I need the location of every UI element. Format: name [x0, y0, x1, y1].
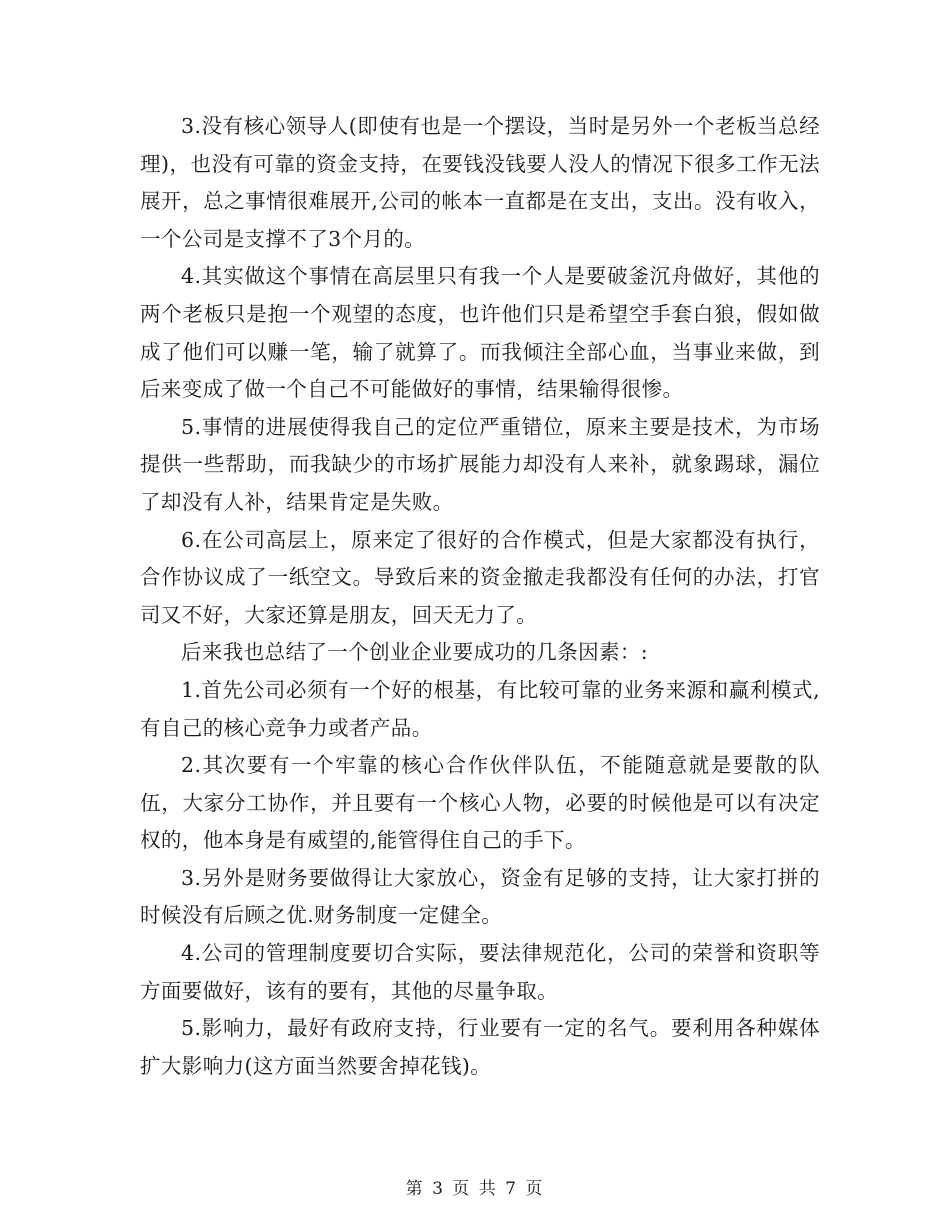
paragraph-3: 5.事情的进展使得我自己的定位严重错位，原来主要是技术，为市场提供一些帮助，而我缺少的市场扩展能力却没有人来补，就象踢球，漏位了却没有人补，结果肯定是失败。	[140, 414, 820, 514]
paragraph-5: 后来我也总结了一个创业企业要成功的几条因素：:	[181, 640, 649, 665]
paragraph-1: 3.没有核心领导人(即使有也是一个摆设，当时是另外一个老板当总经理)，也没有可靠的资金支持，在要钱没钱要人没人的情况下很多工作无法展开，总之事情很难展开,公司的帐本一直都是在支出，支出。没有收入，一个公司是支撑不了3个月的。	[140, 114, 820, 251]
paragraph-7: 2.其次要有一个牢靠的核心合作伙伴队伍，不能随意就是要散的队伍，大家分工协作，并且要有一个核心人物，必要的时候他是可以有决定权的，他本身是有威望的,能管得住自己的手下。	[140, 753, 820, 853]
paragraph-6: 1.首先公司必须有一个好的根基，有比较可靠的业务来源和赢利模式,有自己的核心竞争力或者产品。	[140, 677, 820, 740]
paragraph-4: 6.在公司高层上，原来定了很好的合作模式，但是大家都没有执行，合作协议成了一纸空文。导致后来的资金撤走我都没有任何的办法，打官司又不好，大家还算是朋友，回天无力了。	[140, 527, 820, 627]
document-body	[140, 108, 820, 1085]
paragraph-9: 4.公司的管理制度要切合实际，要法律规范化，公司的荣誉和资职等方面要做好，该有的要有，其他的尽量争取。	[140, 941, 820, 1003]
paragraph-2: 4.其实做这个事情在高层里只有我一个人是要破釜沉舟做好，其他的两个老板只是抱一个观望的态度，也许他们只是希望空手套白狼，假如做成了他们可以赚一笔，输了就算了。而我倾注全部心血，当事业来做，到后来变成了做一个自己不可能做好的事情，结果输得很惨。	[140, 264, 820, 402]
page-number-footer: 第 3 页 共 7 页	[405, 1179, 545, 1199]
paragraph-10: 5.影响力，最好有政府支持，行业要有一定的名气。要利用各种媒体扩大影响力(这方面当然要舍掉花钱)。	[140, 1016, 820, 1078]
paragraph-8: 3.另外是财务要做得让大家放心，资金有足够的支持，让大家打拼的时候没有后顾之优.财务制度一定健全。	[140, 865, 820, 928]
